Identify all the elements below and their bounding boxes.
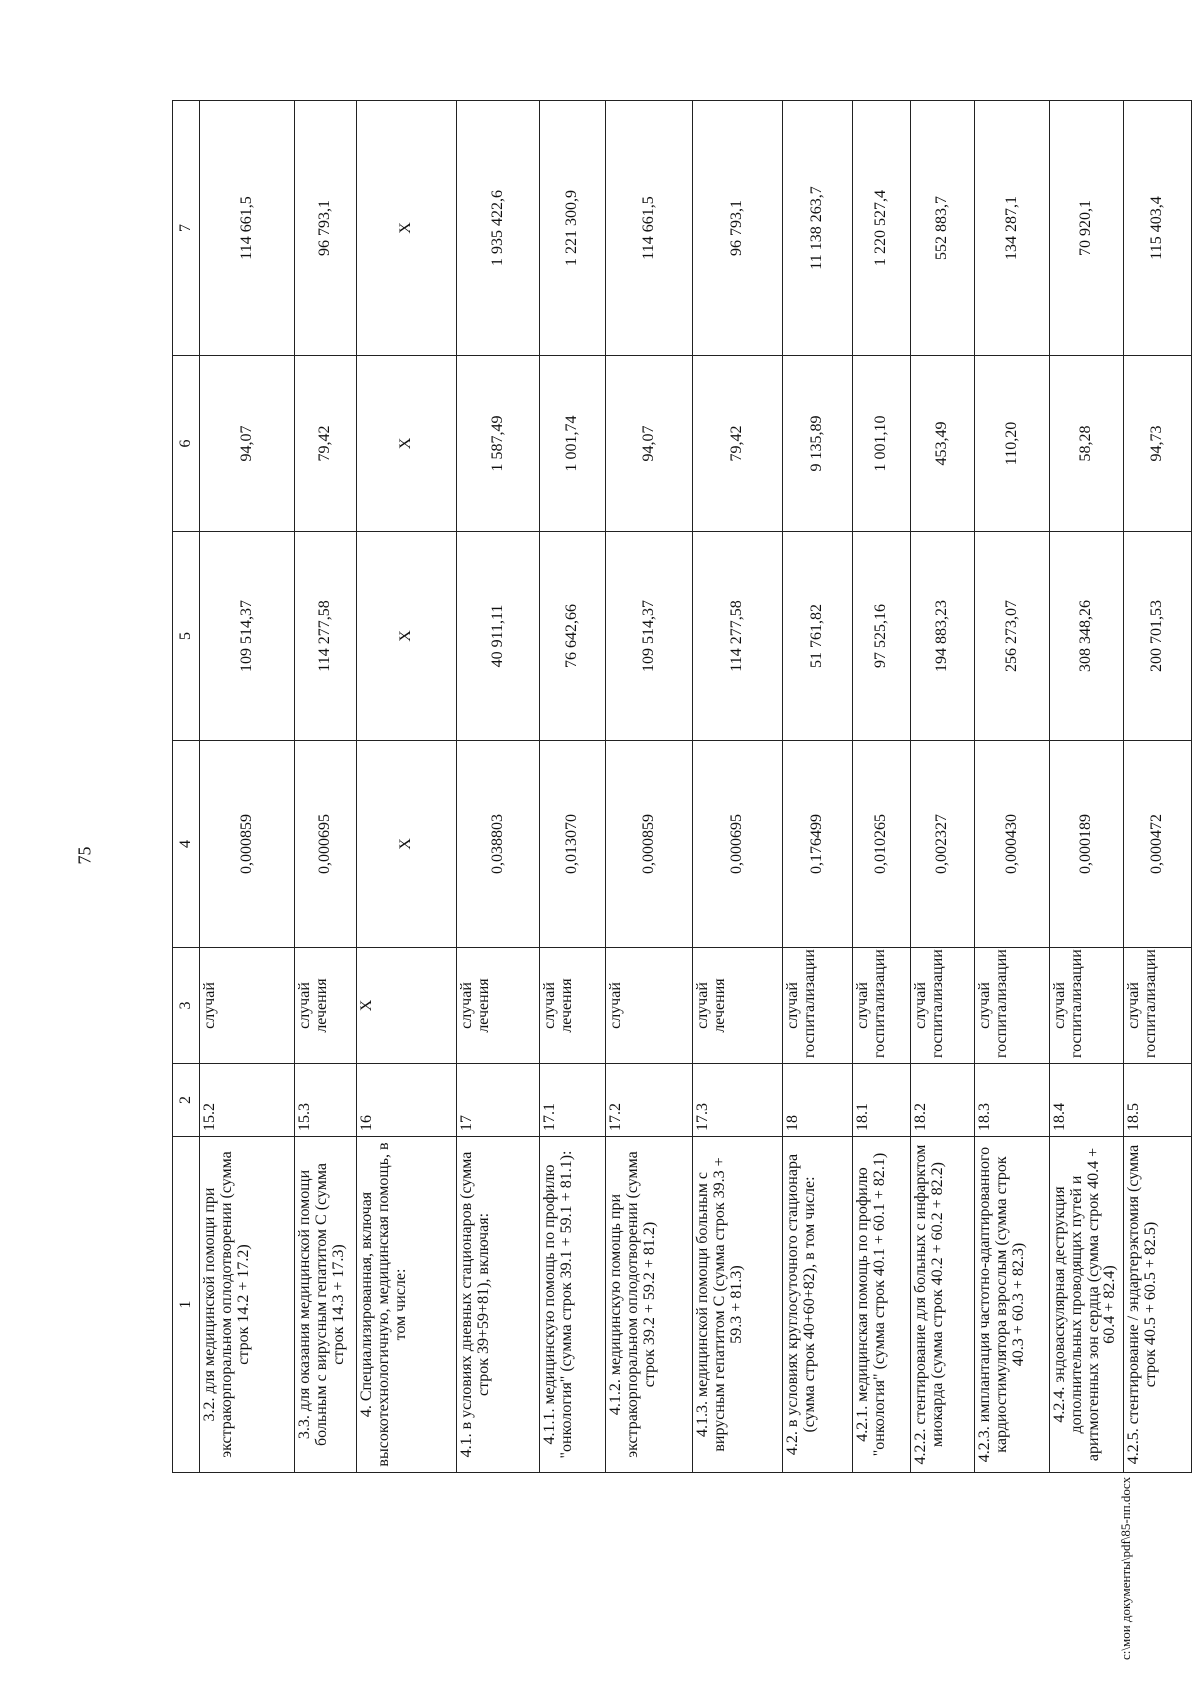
- row-code: 17: [457, 1064, 540, 1137]
- page-number: 75: [74, 846, 95, 865]
- row-value-col5: 194 883,23: [911, 532, 975, 741]
- row-value-col4: 0,000859: [200, 741, 295, 948]
- row-code: 18.3: [975, 1064, 1050, 1137]
- row-value-col4: 0,176499: [783, 741, 853, 948]
- row-value-col4: 0,038803: [457, 741, 540, 948]
- row-value-col6: 110,20: [975, 356, 1050, 532]
- row-name: 3.2. для медицинской помощи при экстракорпоральном оплодотворении (сумма строк 14.2 + 17.2): [200, 1137, 295, 1473]
- table-row: [457, 101, 540, 1473]
- row-value-col5: 114 277,58: [693, 532, 783, 741]
- row-name: 4.1.3. медицинской помощи больным с вирусным гепатитом С (сумма строк 39.3 + 59.3 + 81.3): [693, 1137, 783, 1473]
- row-value-col7: 96 793,1: [295, 101, 357, 356]
- row-value-col5: 97 525,16: [853, 532, 911, 741]
- row-value-col7: 134 287,1: [975, 101, 1050, 356]
- row-code: 17.2: [606, 1064, 693, 1137]
- row-value-col6: 453,49: [911, 356, 975, 532]
- data-table: [172, 100, 1192, 1473]
- row-value-col6: 79,42: [693, 356, 783, 532]
- row-unit: случай госпитализации: [911, 948, 975, 1064]
- row-unit: случай госпитализации: [783, 948, 853, 1064]
- row-unit: случай лечения: [693, 948, 783, 1064]
- row-code: 15.3: [295, 1064, 357, 1137]
- row-value-col6: 94,73: [1124, 356, 1192, 532]
- header-row: [173, 101, 200, 1473]
- row-unit: случай: [200, 948, 295, 1064]
- row-name: 4.1.2. медицинскую помощь при экстракорпоральном оплодотворении (сумма строк 39.2 + 59.2 + 81.2): [606, 1137, 693, 1473]
- row-value-col7: 70 920,1: [1050, 101, 1124, 356]
- row-unit: случай госпитализации: [1124, 948, 1192, 1064]
- row-code: 18.4: [1050, 1064, 1124, 1137]
- row-value-col5: 200 701,53: [1124, 532, 1192, 741]
- table-row: [200, 101, 295, 1473]
- col-header: 7: [173, 101, 200, 356]
- row-value-col4: 0,010265: [853, 741, 911, 948]
- col-header: 3: [173, 948, 200, 1064]
- table-row: [357, 101, 457, 1473]
- col-header: 2: [173, 1064, 200, 1137]
- table-row: [1050, 101, 1124, 1473]
- row-unit: случай госпитализации: [1050, 948, 1124, 1064]
- table-row: [853, 101, 911, 1473]
- row-code: 16: [357, 1064, 457, 1137]
- row-value-col4: 0,000189: [1050, 741, 1124, 948]
- row-code: 17.3: [693, 1064, 783, 1137]
- row-name: 3.3. для оказания медицинской помощи больным с вирусным гепатитом С (сумма строк 14.3 + 17.3): [295, 1137, 357, 1473]
- table-row: [783, 101, 853, 1473]
- table-row: [911, 101, 975, 1473]
- row-unit: Х: [357, 948, 457, 1064]
- table-row: [975, 101, 1050, 1473]
- row-unit: случай госпитализации: [975, 948, 1050, 1064]
- row-value-col5: 76 642,66: [540, 532, 606, 741]
- row-unit: случай лечения: [457, 948, 540, 1064]
- row-name: 4.1. в условиях дневных стационаров (сумма строк 39+59+81), включая:: [457, 1137, 540, 1473]
- table-row: [295, 101, 357, 1473]
- row-value-col5: 40 911,11: [457, 532, 540, 741]
- table-body: [200, 101, 1192, 1473]
- row-unit: случай лечения: [295, 948, 357, 1064]
- row-code: 18: [783, 1064, 853, 1137]
- row-name: 4.1.1. медицинскую помощь по профилю "онкология" (сумма строк 39.1 + 59.1 + 81.1):: [540, 1137, 606, 1473]
- row-name: 4.2. в условиях круглосуточного стационара (сумма строк 40+60+82), в том числе:: [783, 1137, 853, 1473]
- row-value-col6: 79,42: [295, 356, 357, 532]
- row-value-col4: 0,000695: [295, 741, 357, 948]
- row-value-col6: 1 001,10: [853, 356, 911, 532]
- row-value-col7: 114 661,5: [200, 101, 295, 356]
- col-header: 5: [173, 532, 200, 741]
- row-value-col4: 0,002327: [911, 741, 975, 948]
- row-value-col5: 109 514,37: [606, 532, 693, 741]
- row-value-col7: 115 403,4: [1124, 101, 1192, 356]
- row-value-col6: 9 135,89: [783, 356, 853, 532]
- table-row: [693, 101, 783, 1473]
- row-unit: случай госпитализации: [853, 948, 911, 1064]
- row-value-col7: 1 221 300,9: [540, 101, 606, 356]
- rotated-table-wrapper: [172, 101, 1166, 1473]
- row-name: 4.2.1. медицинская помощь по профилю "онкология" (сумма строк 40.1 + 60.1 + 82.1): [853, 1137, 911, 1473]
- row-value-col4: 0,000695: [693, 741, 783, 948]
- row-name: 4.2.2. стентирование для больных с инфарктом миокарда (сумма строк 40.2 + 60.2 + 82.2): [911, 1137, 975, 1473]
- row-name: 4.2.3. имплантация частотно-адаптированного кардиостимулятора взрослым (сумма строк 40.3 + 60.3 + 82.3): [975, 1137, 1050, 1473]
- table-row: [1124, 101, 1192, 1473]
- row-value-col5: 109 514,37: [200, 532, 295, 741]
- row-value-col7: 11 138 263,7: [783, 101, 853, 356]
- row-unit: случай: [606, 948, 693, 1064]
- row-value-col6: Х: [357, 356, 457, 532]
- row-value-col4: 0,000859: [606, 741, 693, 948]
- row-value-col7: 1 935 422,6: [457, 101, 540, 356]
- row-value-col7: 552 883,7: [911, 101, 975, 356]
- row-code: 17.1: [540, 1064, 606, 1137]
- row-name: 4.2.4. эндоваскулярная деструкция дополнительных проводящих путей и аритмогенных зон сердца (сумма строк 40.4 + 60.4 + 82.4): [1050, 1137, 1124, 1473]
- row-value-col5: 51 761,82: [783, 532, 853, 741]
- row-value-col5: 308 348,26: [1050, 532, 1124, 741]
- row-value-col5: Х: [357, 532, 457, 741]
- row-value-col4: 0,000472: [1124, 741, 1192, 948]
- row-name: 4.2.5. стентирование / эндартерэктомия (сумма строк 40.5 + 60.5 + 82.5): [1124, 1137, 1192, 1473]
- col-header: 4: [173, 741, 200, 948]
- row-value-col7: 1 220 527,4: [853, 101, 911, 356]
- row-value-col7: 114 661,5: [606, 101, 693, 356]
- row-code: 18.2: [911, 1064, 975, 1137]
- row-value-col7: 96 793,1: [693, 101, 783, 356]
- row-value-col4: Х: [357, 741, 457, 948]
- row-value-col4: 0,000430: [975, 741, 1050, 948]
- row-value-col6: 94,07: [200, 356, 295, 532]
- col-header: 1: [173, 1137, 200, 1473]
- row-value-col5: 114 277,58: [295, 532, 357, 741]
- row-unit: случай лечения: [540, 948, 606, 1064]
- row-code: 15.2: [200, 1064, 295, 1137]
- table-row: [606, 101, 693, 1473]
- footer-path: c:\мои документы\pdf\85-пп.docx: [1118, 1476, 1133, 1660]
- row-value-col6: 1 001,74: [540, 356, 606, 532]
- table-row: [540, 101, 606, 1473]
- row-value-col6: 1 587,49: [457, 356, 540, 532]
- row-code: 18.1: [853, 1064, 911, 1137]
- row-value-col7: Х: [357, 101, 457, 356]
- col-header: 6: [173, 356, 200, 532]
- row-value-col4: 0,013070: [540, 741, 606, 948]
- row-value-col5: 256 273,07: [975, 532, 1050, 741]
- row-value-col6: 58,28: [1050, 356, 1124, 532]
- row-name: 4. Специализированная, включая высокотехнологичную, медицинская помощь, в том числе:: [357, 1137, 457, 1473]
- row-value-col6: 94,07: [606, 356, 693, 532]
- row-code: 18.5: [1124, 1064, 1192, 1137]
